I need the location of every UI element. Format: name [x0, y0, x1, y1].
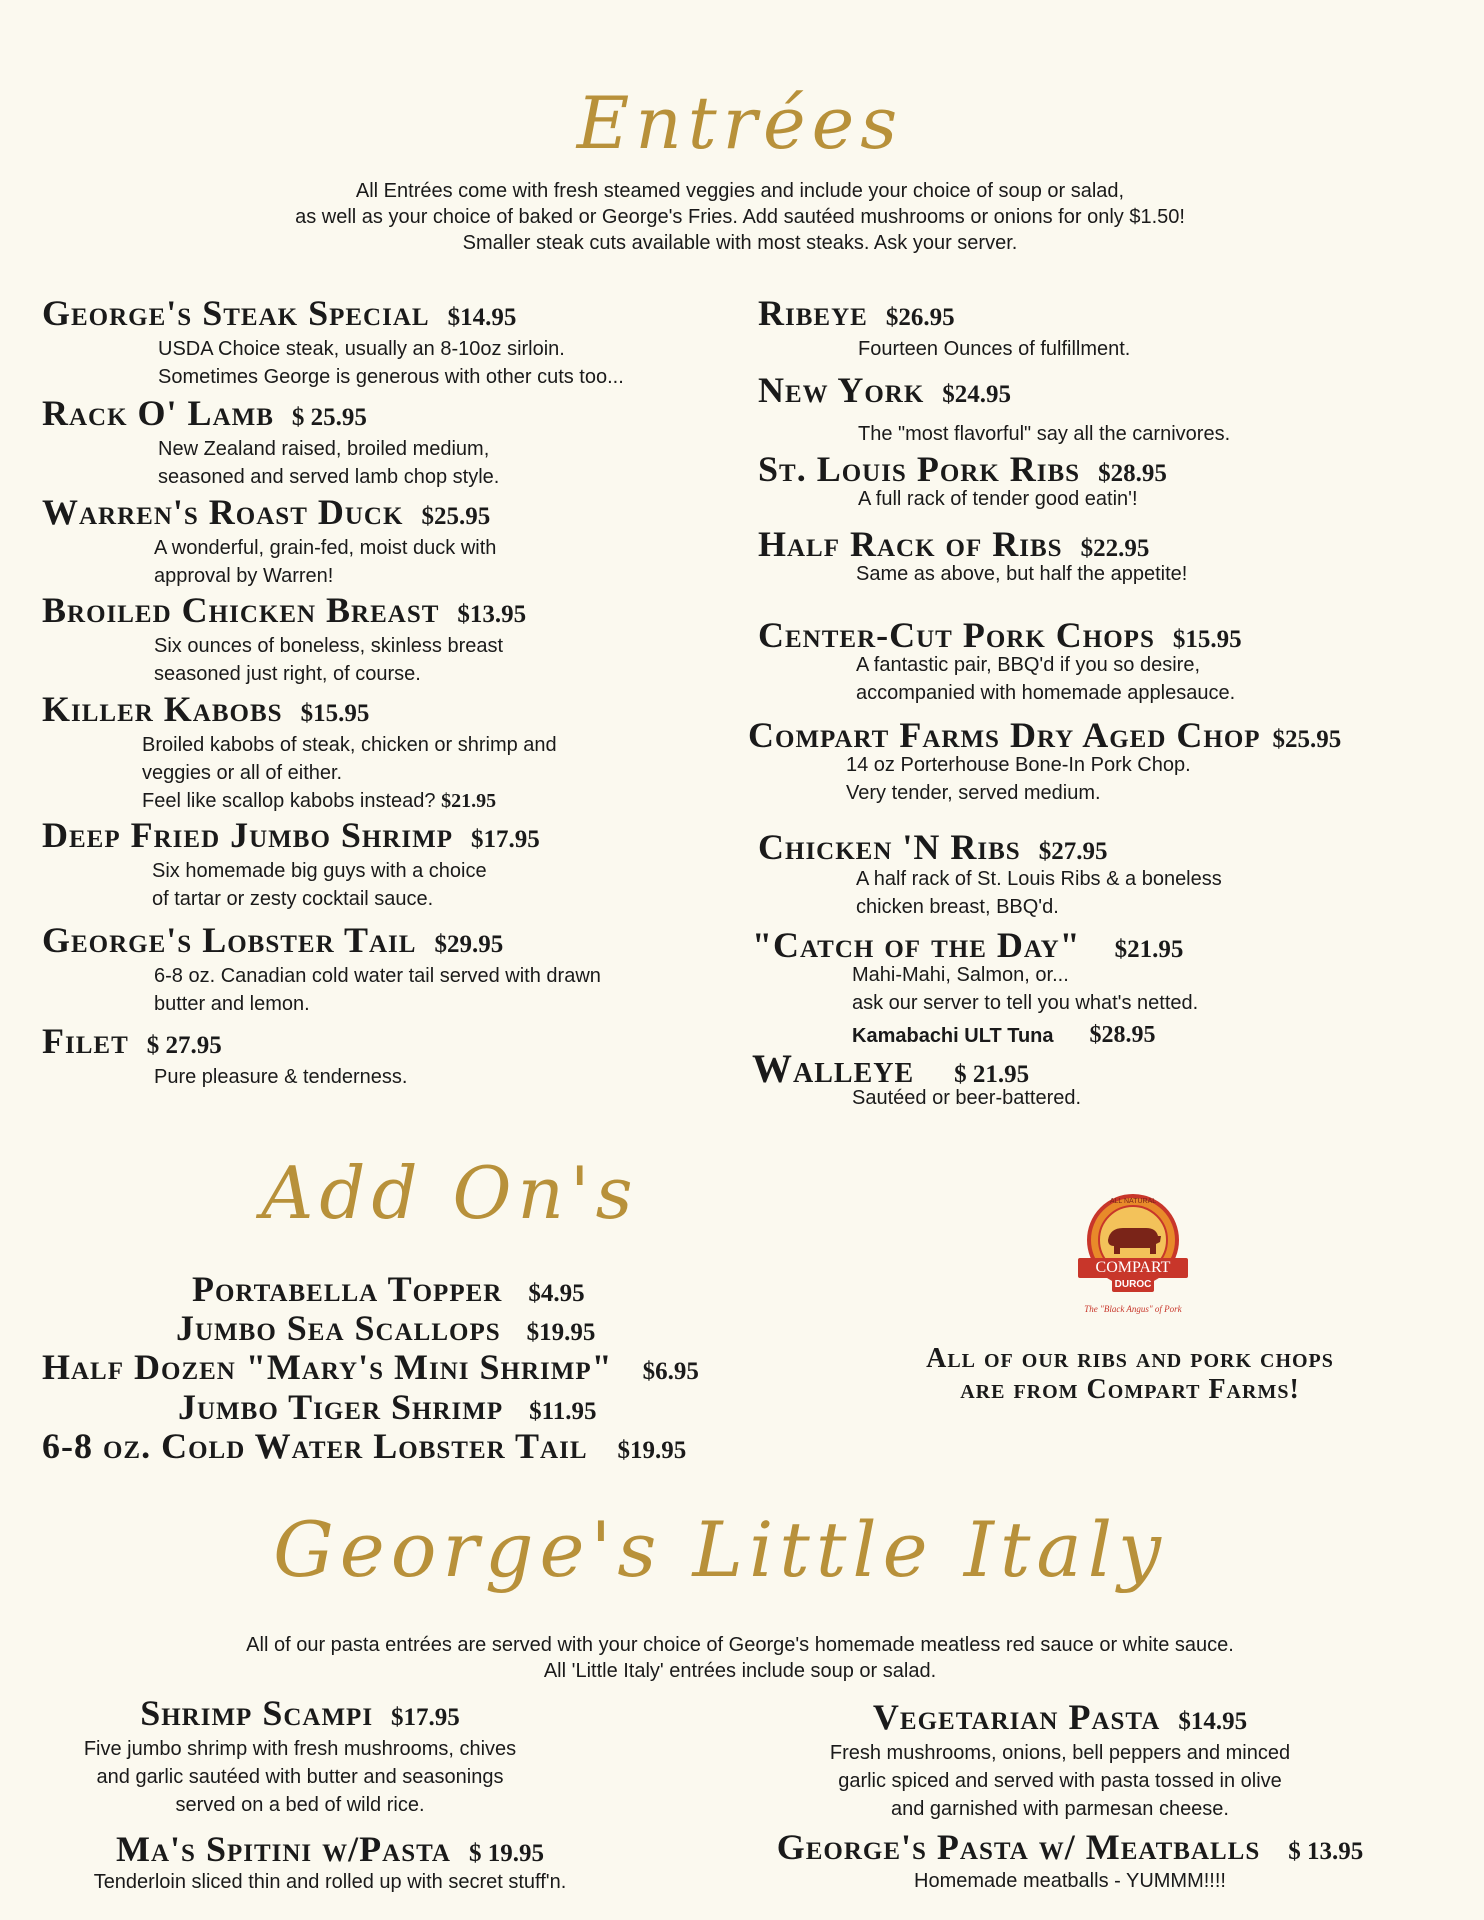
item-name: George's Pasta w/ Meatballs $ 13.95: [776, 1827, 1364, 1867]
item-desc: Sautéed or beer-battered.: [852, 1087, 1082, 1109]
item-desc: Fresh mushrooms, onions, bell peppers and minced garlic spiced and served with pasta tossed in olive and garnished with parmesan cheese.: [829, 1742, 1291, 1820]
item-name: Walleye $ 21.95: [752, 1046, 1030, 1091]
item-price: $15.95: [300, 700, 370, 727]
item-price: $24.95: [942, 381, 1012, 408]
menu-item: [42, 293, 624, 391]
item-name: Half Rack of Ribs $22.95: [758, 524, 1150, 564]
menu-item: [42, 815, 540, 913]
menu-item: [758, 370, 1231, 448]
item-desc: Homemade meatballs - YUMMM!!!!: [914, 1870, 1226, 1892]
extra-text: Kamabachi ULT Tuna: [852, 1025, 1054, 1047]
item-name: New York $24.95: [758, 370, 1012, 410]
addon-item: [176, 1308, 596, 1350]
little-italy-intro: [90, 1632, 1390, 1684]
item-price: $28.95: [1098, 460, 1167, 487]
item-name: Killer Kabobs $15.95: [42, 689, 370, 729]
item-desc: The "most flavorful" say all the carnivores.: [858, 423, 1231, 445]
compart-notice: [860, 1344, 1400, 1406]
item-desc: Same as above, but half the appetite!: [856, 563, 1188, 585]
item-name: Broiled Chicken Breast $13.95: [42, 590, 527, 630]
item-name: George's Steak Special $14.95: [42, 293, 517, 333]
item-name: Center-Cut Pork Chops $15.95: [758, 615, 1242, 655]
logo-sub-text: DUROC: [1114, 1279, 1152, 1290]
item-desc: Tenderloin sliced thin and rolled up with secret stuff'n.: [93, 1871, 567, 1893]
menu-item: [748, 715, 1342, 807]
item-name: Ma's Spitini w/Pasta $ 19.95: [116, 1829, 544, 1869]
intro-line: All of our pasta entrées are served with your choice of George's homemade meatless red sauce or white sauce.: [246, 1634, 1234, 1656]
extra-text: Feel like scallop kabobs instead?: [142, 790, 436, 812]
item-price: $13.95: [457, 601, 527, 628]
item-desc: USDA Choice steak, usually an 8-10oz sirloin. Sometimes George is generous with other cuts too...: [158, 338, 624, 388]
item-name: Chicken 'N Ribs $27.95: [758, 827, 1108, 867]
item-name: Vegetarian Pasta $14.95: [872, 1697, 1248, 1737]
item-price: $17.95: [471, 826, 540, 853]
item-name: Shrimp Scampi $17.95: [140, 1693, 460, 1733]
item-price: $25.95: [421, 503, 491, 530]
item-price: $29.95: [434, 931, 504, 958]
item-desc: Six homemade big guys with a choice of tartar or zesty cocktail sauce.: [152, 860, 487, 910]
notice-line: are from Compart Farms!: [960, 1374, 1300, 1405]
item-desc: A half rack of St. Louis Ribs & a boneless chicken breast, BBQ'd.: [856, 868, 1222, 918]
menu-item: [42, 1021, 408, 1091]
pasta-item: [760, 1697, 1360, 1823]
item-price: $14.95: [1178, 1708, 1248, 1735]
item-price: $ 13.95: [1288, 1838, 1364, 1865]
addons-heading: Add On's: [261, 1151, 639, 1235]
item-name: Deep Fried Jumbo Shrimp $17.95: [42, 815, 540, 855]
menu-item: [758, 449, 1167, 513]
intro-line: as well as your choice of baked or George's Fries. Add sautéed mushrooms or onions for only $1.50!: [295, 206, 1185, 228]
item-desc: Five jumbo shrimp with fresh mushrooms, chives and garlic sautéed with butter and seasonings served on a bed of wild rice.: [83, 1738, 517, 1816]
addon-item: [42, 1426, 687, 1468]
little-italy-heading: George's Little Italy: [273, 1505, 1167, 1594]
menu-item: [752, 1046, 1082, 1112]
intro-line: All Entrées come with fresh steamed veggies and include your choice of soup or salad,: [355, 180, 1125, 202]
menu-item: [758, 293, 1131, 363]
item-desc: A wonderful, grain-fed, moist duck with approval by Warren!: [154, 537, 497, 587]
intro-line: Smaller steak cuts available with most steaks. Ask your server.: [462, 232, 1018, 254]
item-desc: Broiled kabobs of steak, chicken or shrimp and veggies or all of either. Feel like scallop kabobs instead? $21.95: [142, 734, 557, 812]
logo-top-text: ALL NATURAL: [1109, 1198, 1157, 1205]
menu-item: [42, 590, 527, 688]
logo-brand-text: COMPART: [1095, 1259, 1171, 1276]
notice-line: All of our ribs and pork chops: [926, 1343, 1334, 1374]
menu-item: [758, 524, 1188, 588]
addon-item: [192, 1269, 585, 1311]
menu-item: [42, 492, 497, 590]
addon-name: Half Dozen "Mary's Mini Shrimp" $6.95: [42, 1347, 699, 1387]
item-name: Filet $ 27.95: [42, 1021, 222, 1061]
menu-item: [42, 920, 601, 1018]
addon-price: $11.95: [529, 1398, 597, 1425]
addon-name: Jumbo Tiger Shrimp $11.95: [178, 1387, 597, 1427]
logo-tagline: The "Black Angus" of Pork: [1084, 1304, 1182, 1314]
addon-item: [178, 1387, 597, 1429]
intro-line: All 'Little Italy' entrées include soup or salad.: [543, 1660, 937, 1682]
menu-item: [42, 393, 500, 491]
entrees-heading: Entrées: [576, 81, 904, 165]
item-desc: Mahi-Mahi, Salmon, or... ask our server to tell you what's netted. Kamabachi ULT Tuna $28.95: [852, 964, 1199, 1048]
item-price: $21.95: [1114, 936, 1184, 963]
item-desc: New Zealand raised, broiled medium, seasoned and served lamb chop style.: [158, 438, 500, 488]
item-desc: A full rack of tender good eatin'!: [858, 488, 1138, 510]
item-price: $ 21.95: [954, 1061, 1030, 1088]
item-desc: Six ounces of boneless, skinless breast seasoned just right, of course.: [154, 635, 504, 685]
item-price: $ 19.95: [468, 1840, 544, 1867]
item-name: Ribeye $26.95: [758, 293, 955, 333]
compart-logo: [1068, 1192, 1198, 1328]
item-desc: 14 oz Porterhouse Bone-In Pork Chop. Very tender, served medium.: [846, 754, 1191, 804]
menu-item: [758, 827, 1222, 921]
item-price: $ 25.95: [291, 404, 367, 431]
item-price: $14.95: [447, 304, 517, 331]
addon-price: $19.95: [617, 1437, 687, 1464]
item-name: St. Louis Pork Ribs $28.95: [758, 449, 1167, 489]
extra-price: $28.95: [1089, 1022, 1156, 1048]
item-desc: A fantastic pair, BBQ'd if you so desire, accompanied with homemade applesauce.: [856, 654, 1236, 704]
addon-price: $6.95: [642, 1358, 699, 1385]
pasta-item: [30, 1829, 630, 1893]
item-desc: Pure pleasure & tenderness.: [154, 1066, 408, 1088]
item-price: $ 27.95: [146, 1032, 222, 1059]
pasta-item: [30, 1693, 570, 1819]
item-name: Warren's Roast Duck $25.95: [42, 492, 491, 532]
item-price: $25.95: [1272, 726, 1342, 753]
item-name: George's Lobster Tail $29.95: [42, 920, 504, 960]
menu-item: [758, 615, 1242, 707]
item-price: $26.95: [885, 304, 955, 331]
entrees-intro: [140, 178, 1340, 256]
addon-item: [42, 1347, 699, 1389]
item-name: Compart Farms Dry Aged Chop $25.95: [748, 715, 1342, 755]
item-name: "Catch of the Day" $21.95: [752, 925, 1184, 965]
extra-price: $21.95: [441, 790, 497, 812]
menu-item: [752, 925, 1199, 1050]
addon-name: Jumbo Sea Scallops $19.95: [176, 1308, 596, 1348]
item-price: $27.95: [1038, 838, 1108, 865]
item-price: $22.95: [1080, 535, 1150, 562]
item-price: $17.95: [391, 1704, 460, 1731]
addon-name: 6-8 oz. Cold Water Lobster Tail $19.95: [42, 1426, 687, 1466]
menu-item: [42, 689, 557, 815]
pasta-item: [720, 1827, 1420, 1893]
addon-price: $19.95: [526, 1319, 596, 1346]
addon-price: $4.95: [528, 1280, 585, 1307]
item-desc: Fourteen Ounces of fulfillment.: [858, 338, 1131, 360]
item-name: Rack O' Lamb $ 25.95: [42, 393, 367, 433]
item-price: $15.95: [1172, 626, 1242, 653]
addon-name: Portabella Topper $4.95: [192, 1269, 585, 1309]
item-desc: 6-8 oz. Canadian cold water tail served with drawn butter and lemon.: [154, 965, 601, 1015]
